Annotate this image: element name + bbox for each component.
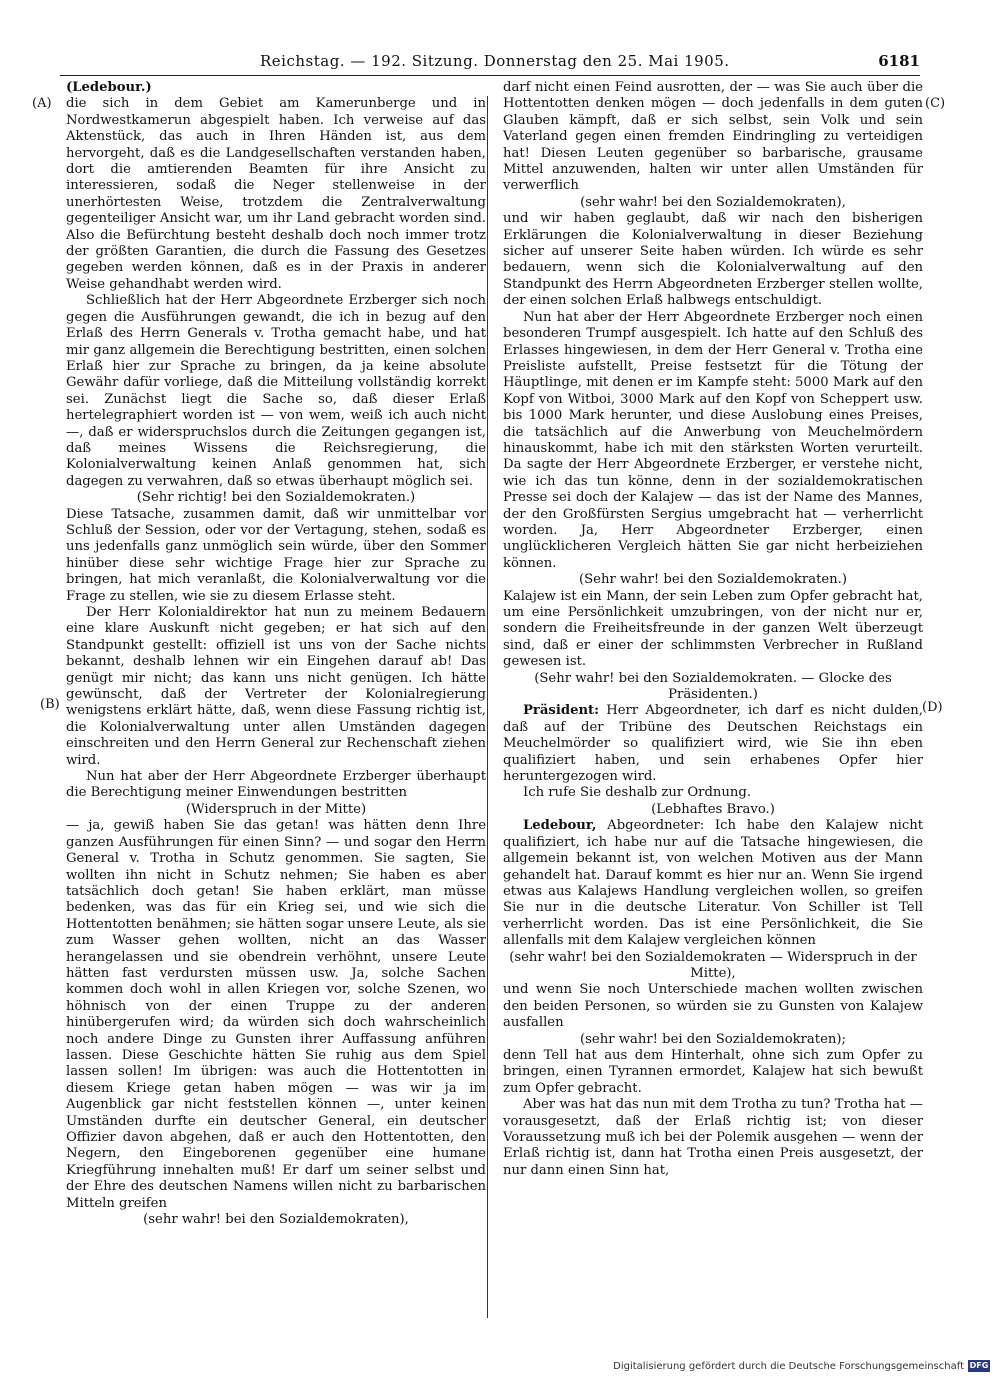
speaker-name: Ledebour, xyxy=(523,818,597,834)
margin-marker-c: (C) xyxy=(925,96,946,111)
interjection: (Sehr wahr! bei den Sozialdemokraten.) xyxy=(579,572,847,588)
speech-paragraph xyxy=(503,703,923,785)
paragraph: Nun hat aber der Herr Abgeordnete Erzberger überhaupt die Berechtigung meiner Einwendungen bestritten xyxy=(66,769,486,801)
interjection: (Lebhaftes Bravo.) xyxy=(651,801,775,817)
footer xyxy=(613,1360,990,1372)
header-rule xyxy=(60,75,920,76)
interjection: (Sehr richtig! bei den Sozialdemokraten.) xyxy=(136,490,416,506)
paragraph: Schließlich hat der Herr Abgeordnete Erzberger sich noch gegen die Ausführungen gewandt, die ich in bezug auf den Erlaß des Herrn Generals v. Trotha gemacht habe, und hat mir ganz allgemein die Berechtigung bestritten, einen solchen Erlaß hier zur Sprache zu bringen, da ja keine absolute Gewähr dafür vorliege, daß die Mitteilung vollständig korrekt sei. Zunächst liegt die Sache so, daß dieser Erlaß hertelegraphiert worden ist — von wem, weiß ich auch nicht —, daß er widerspruchslos durch die Zeitungen gegangen ist, daß meines Wissens die Reichsregierung, die Kolonialverwaltung keinen Anlaß genommen hat, sich dagegen zu verwahren, daß so etwas überhaupt möglich sei. xyxy=(66,293,486,489)
paragraph: — ja, gewiß haben Sie das getan! was hätten denn Ihre ganzen Ausführungen für einen Sinn? — und sogar den Herrn General v. Trotha in Schutz genommen. Sie sagten, Sie wollten ihn nicht in Schutz nehmen; Sie haben es aber tatsächlich doch getan! Sie haben erklärt, man müsse bedenken, was das für ein Krieg sei, und wie sich die Hottentotten benähmen; sie hätten sogar unsere Leute, als sie zum Wasser gehen wollten, nicht an das Wasser herangelassen und sie obendrein verhöhnt, unsere Leute hätten fast verdursten müssen usw. Ja, solche Sachen kommen doch wohl in allen Kriegen vor, solche Szenen, wo höhnisch von der einen Truppe zu der anderen hinübergerufen wird; da würden sich doch wahrscheinlich noch andere Dinge zu Gunsten ihrer Auffassung anführen lassen. Diese Geschichte hätten Sie ruhig aus dem Spiel lassen sollen! Im übrigen: was auch die Hottentotten in diesem Kriege getan haben mögen — was wir ja im Augenblick gar nicht feststellen können —, unter keinen Umständen durfte ein deutscher General, ein deutscher Offizier davon abgehen, daß er auch den Hottentotten, den Negern, den Eingeborenen gegenüber eine humane Kriegführung innehalten muß! Er darf um seiner selbst und der Ehre des deutschen Namens willen nicht zu barbarischen Mitteln greifen xyxy=(66,818,486,1211)
page-header xyxy=(60,50,920,74)
page-number: 6181 xyxy=(878,52,920,70)
dfg-logo-icon: DFG xyxy=(969,1361,989,1370)
speech-paragraph xyxy=(503,818,923,949)
footer-credit: Digitalisierung gefördert durch die Deutsche Forschungsgemeinschaft xyxy=(613,1360,964,1372)
paragraph: Aber was hat das nun mit dem Trotha zu tun? Trotha hat — vorausgesetzt, daß der Erlaß richtig ist; von dieser Voraussetzung muß ich bei der Polemik ausgehen — wenn der Erlaß richtig ist, dann hat Trotha einen Preis ausgesetzt, der nur dann einen Sinn hat, xyxy=(503,1097,923,1178)
paragraph: Ich rufe Sie deshalb zur Ordnung. xyxy=(523,785,752,801)
column-divider xyxy=(487,96,488,1318)
paragraph: Der Herr Kolonialdirektor hat nun zu meinem Bedauern eine klare Auskunft nicht gegeben; er hat sich auf den Standpunkt gestellt: offiziell ist uns von der Sache nichts bekannt, deshalb lehnen wir ein Eingehen darauf ab! Das genügt mir nicht; das kann uns nicht genügen. Ich hätte gewünscht, daß der Vertreter der Kolonialregierung wenigstens erklärt hätte, daß, wenn diese Fassung richtig ist, die Kolonialverwaltung unter allen Umständen dagegen einschreiten und den Herrn General zur Rechenschaft ziehen wird. xyxy=(66,605,486,768)
interjection: (sehr wahr! bei den Sozialdemokraten), xyxy=(143,1212,409,1228)
paragraph: und wenn Sie noch Unterschiede machen wollten zwischen den beiden Personen, so würden sie zu Gunsten von Kalajew ausfallen xyxy=(503,982,923,1031)
left-column xyxy=(66,80,486,1228)
margin-marker-a: (A) xyxy=(32,96,52,111)
speaker-name: Präsident: xyxy=(523,703,600,719)
running-title: Reichstag. — 192. Sitzung. Donnerstag den 25. Mai 1905. xyxy=(260,52,730,70)
margin-marker-d: (D) xyxy=(922,700,943,715)
speech-text: Abgeordneter: Ich habe den Kalajew nicht qualifiziert, ich habe nur auf die Tatsache hingewiesen, die allgemein bekannt ist, von welchen Motiven aus der Mann gehandelt hat. Darauf kommt es hier nur an. Wenn Sie irgend etwas aus Kalajews Handlung vergleichen wollen, so greifen Sie nur in die deutsche Literatur. Von Schiller ist Tell verherrlicht worden. Das ist eine Persönlichkeit, die Sie allenfalls mit dem Kalajew vergleichen können xyxy=(503,818,923,949)
paragraph: denn Tell hat aus dem Hinterhalt, ohne sich zum Opfer zu bringen, einen Tyrannen ermordet, Kalajew hat sich bewußt zum Opfer gebracht. xyxy=(503,1047,923,1096)
interjection: (Widerspruch in der Mitte) xyxy=(185,801,367,817)
interjection: (sehr wahr! bei den Sozialdemokraten — Widerspruch in der Mitte), xyxy=(509,949,917,981)
interjection: (sehr wahr! bei den Sozialdemokraten), xyxy=(580,194,846,210)
paragraph: Diese Tatsache, zusammen damit, daß wir unmittelbar vor Schluß der Session, oder vor der Vertagung, stehen, sodaß es uns jedenfalls ganz unmöglich sein würde, über den Sommer hinüber diese sehr wichtige Frage hier zur Sprache zu bringen, hat mich veranlaßt, die Kolonialverwaltung vor die Frage zu stellen, wie sie zu diesem Erlasse steht. xyxy=(66,506,486,604)
speech-text: Herr Abgeordneter, ich darf es nicht dulden, daß auf der Tribüne des Deutschen Reichstags ein Meuchelmörder so qualifiziert wird, wie Sie ihn eben qualifiziert haben, und sein erhabenes Opfer hier heruntergezogen wird. xyxy=(503,703,923,785)
paragraph: und wir haben geglaubt, daß wir nach den bisherigen Erklärungen die Kolonialverwaltung in dieser Beziehung sicher auf unserer Seite haben würden. Ich würde es sehr bedauern, wenn sich die Kolonialverwaltung auf den Standpunkt des Herrn Abgeordneten Erzberger stellen wollte, der einen solchen Erlaß halbwegs entschuldigt. xyxy=(503,211,923,309)
paragraph: Nun hat aber der Herr Abgeordnete Erzberger noch einen besonderen Trumpf ausgespielt. Ich hatte auf den Schluß des Erlasses hingewiesen, in dem der Herr General v. Trotha eine Preisliste aufstellt, Preise festsetzt für die Tötung der Häuptlinge, mit denen er im Kampfe steht: 5000 Mark auf den Kopf von Witboi, 3000 Mark auf den Kopf von Scheppert usw. bis 1000 Mark herunter, und diese Auslobung eines Preises, die tatsächlich auf die Anwerbung von Meuchelmördern hinauskommt, habe ich mit den stärksten Worten verurteilt. Da sagte der Herr Abgeordnete Erzberger, er verstehe nicht, wie ich das tun könne, denn in der sozialdemokratischen Presse sei doch der Kalajew — das ist der Name des Mannes, der den Großfürsten Sergius umgebracht hat — verherrlicht worden. Ja, Herr Abgeordneter Erzberger, einen unglücklicheren Vergleich hätten Sie gar nicht herbeiziehen können. xyxy=(503,309,923,571)
paragraph: die sich in dem Gebiet am Kamerunberge und in Nordwestkamerun abgespielt haben. Ich verweise auf das Aktenstück, das auch in Ihren Händen ist, aus dem hervorgeht, daß es die Landgesellschaften verstanden haben, dort die amtierenden Beamten für ihre Ansicht zu interessieren, sodaß die Neger stellenweise in der unerhörtesten Weise, trotzdem die Zentralverwaltung gegenteiliger Ansicht war, um ihr Land gebracht worden sind. Also die Befürchtung besteht deshalb doch noch immer trotz der größten Garantien, die durch die Fassung des Gesetzes gegeben werden können, daß es in der Praxis in anderer Weise gehandhabt werden wird. xyxy=(66,96,486,292)
margin-marker-b: (B) xyxy=(40,697,60,712)
interjection: (sehr wahr! bei den Sozialdemokraten); xyxy=(580,1031,846,1047)
paragraph: Kalajew ist ein Mann, der sein Leben zum Opfer gebracht hat, um eine Persönlichkeit umzubringen, von der nicht nur er, sondern die Freiheitsfreunde in der ganzen Welt überzeugt sind, daß er einer der schlimmsten Verbrecher in Rußland gewesen ist. xyxy=(503,588,923,670)
interjection: (Sehr wahr! bei den Sozialdemokraten. — Glocke des Präsidenten.) xyxy=(534,670,892,703)
paragraph: darf nicht einen Feind ausrotten, der — was Sie auch über die Hottentotten denken mögen — doch jedenfalls in dem guten Glauben kämpft, daß er sich selbst, sein Volk und sein Vaterland gegen einen fremden Eindringling zu verteidigen hat! Diesen Leuten gegenüber so barbarische, grausame Mittel anzuwenden, halten wir unter allen Umständen für verwerflich xyxy=(503,80,923,194)
speaker-heading: (Ledebour.) xyxy=(66,80,152,95)
right-column xyxy=(503,80,923,1179)
